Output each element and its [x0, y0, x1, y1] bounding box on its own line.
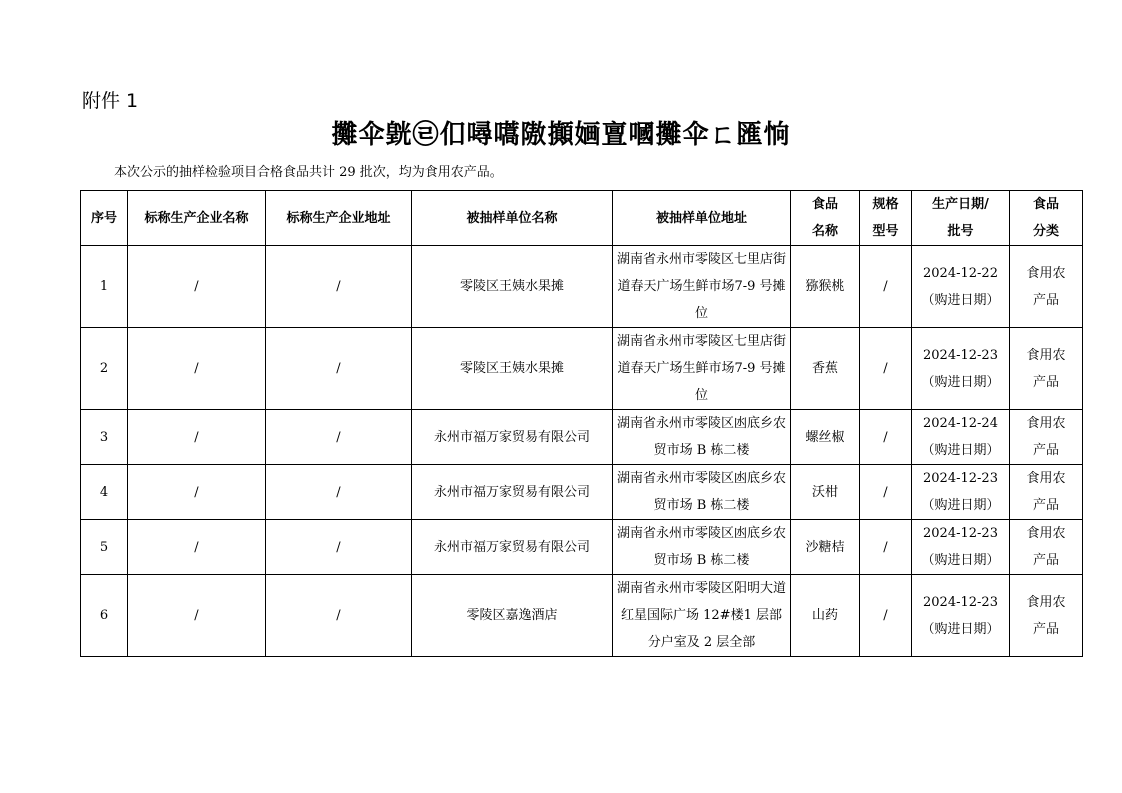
- cell-seq: 6: [81, 575, 128, 657]
- cell-date: 2024-12-24 （购进日期）: [912, 410, 1010, 465]
- cell-category: 食用农 产品: [1010, 410, 1083, 465]
- cell-unit-name: 永州市福万家贸易有限公司: [412, 520, 613, 575]
- cell-unit-name: 永州市福万家贸易有限公司: [412, 465, 613, 520]
- inspection-results-table: [80, 190, 1083, 657]
- cell-seq: 1: [81, 246, 128, 328]
- cell-unit-name: 零陵区嘉逸酒店: [412, 575, 613, 657]
- table-header-row: [81, 191, 1083, 246]
- cell-spec: /: [860, 328, 912, 410]
- cell-seq: 3: [81, 410, 128, 465]
- cell-mfr-name: /: [128, 465, 266, 520]
- cell-spec: /: [860, 575, 912, 657]
- header-unit-addr: 被抽样单位地址: [613, 191, 791, 246]
- cell-mfr-addr: /: [266, 520, 412, 575]
- header-date: 生产日期/ 批号: [912, 191, 1010, 246]
- cell-seq: 5: [81, 520, 128, 575]
- cell-spec: /: [860, 246, 912, 328]
- cell-unit-addr: 湖南省永州市零陵区凼底乡农贸市场 B 栋二楼: [613, 410, 791, 465]
- cell-food-name: 螺丝椒: [791, 410, 860, 465]
- cell-unit-addr: 湖南省永州市零陵区阳明大道红星国际广场 12#楼1 层部分户室及 2 层全部: [613, 575, 791, 657]
- cell-date: 2024-12-23 （购进日期）: [912, 465, 1010, 520]
- cell-unit-name: 永州市福万家贸易有限公司: [412, 410, 613, 465]
- table-row: [81, 465, 1083, 520]
- cell-mfr-addr: /: [266, 246, 412, 328]
- cell-unit-addr: 湖南省永州市零陵区七里店街道春天广场生鲜市场7-9 号摊位: [613, 328, 791, 410]
- cell-unit-name: 零陵区王姨水果摊: [412, 246, 613, 328]
- table-row: [81, 246, 1083, 328]
- header-spec: 规格 型号: [860, 191, 912, 246]
- cell-mfr-addr: /: [266, 465, 412, 520]
- intro-text: 本次公示的抽样检验项目合格食品共计 29 批次，均为食用农产品。: [114, 165, 503, 180]
- document-title: 攤伞皝㉣㐰噚嚆隞攧婳亶嘓攤伞ㄈ匯恦: [331, 120, 791, 150]
- cell-mfr-name: /: [128, 246, 266, 328]
- cell-category: 食用农 产品: [1010, 246, 1083, 328]
- table-row: [81, 575, 1083, 657]
- header-seq: 序号: [81, 191, 128, 246]
- cell-spec: /: [860, 465, 912, 520]
- cell-mfr-addr: /: [266, 410, 412, 465]
- cell-unit-addr: 湖南省永州市零陵区凼底乡农贸市场 B 栋二楼: [613, 520, 791, 575]
- cell-mfr-name: /: [128, 328, 266, 410]
- cell-category: 食用农 产品: [1010, 520, 1083, 575]
- cell-mfr-addr: /: [266, 575, 412, 657]
- cell-mfr-name: /: [128, 575, 266, 657]
- cell-mfr-name: /: [128, 520, 266, 575]
- cell-unit-addr: 湖南省永州市零陵区七里店街道春天广场生鲜市场7-9 号摊位: [613, 246, 791, 328]
- cell-spec: /: [860, 410, 912, 465]
- cell-category: 食用农 产品: [1010, 575, 1083, 657]
- header-unit-name: 被抽样单位名称: [412, 191, 613, 246]
- cell-date: 2024-12-22 （购进日期）: [912, 246, 1010, 328]
- table-row: [81, 410, 1083, 465]
- cell-date: 2024-12-23 （购进日期）: [912, 575, 1010, 657]
- cell-mfr-addr: /: [266, 328, 412, 410]
- cell-date: 2024-12-23 （购进日期）: [912, 520, 1010, 575]
- cell-seq: 2: [81, 328, 128, 410]
- cell-mfr-name: /: [128, 410, 266, 465]
- header-food-name: 食品 名称: [791, 191, 860, 246]
- cell-unit-name: 零陵区王姨水果摊: [412, 328, 613, 410]
- table-row: [81, 328, 1083, 410]
- cell-food-name: 沙糖桔: [791, 520, 860, 575]
- header-category: 食品 分类: [1010, 191, 1083, 246]
- attachment-label: 附件 1: [82, 90, 139, 112]
- cell-food-name: 沃柑: [791, 465, 860, 520]
- cell-food-name: 猕猴桃: [791, 246, 860, 328]
- table-row: [81, 520, 1083, 575]
- header-mfr-addr: 标称生产企业地址: [266, 191, 412, 246]
- cell-seq: 4: [81, 465, 128, 520]
- cell-unit-addr: 湖南省永州市零陵区凼底乡农贸市场 B 栋二楼: [613, 465, 791, 520]
- cell-spec: /: [860, 520, 912, 575]
- cell-date: 2024-12-23 （购进日期）: [912, 328, 1010, 410]
- cell-category: 食用农 产品: [1010, 465, 1083, 520]
- cell-food-name: 香蕉: [791, 328, 860, 410]
- cell-category: 食用农 产品: [1010, 328, 1083, 410]
- header-mfr-name: 标称生产企业名称: [128, 191, 266, 246]
- cell-food-name: 山药: [791, 575, 860, 657]
